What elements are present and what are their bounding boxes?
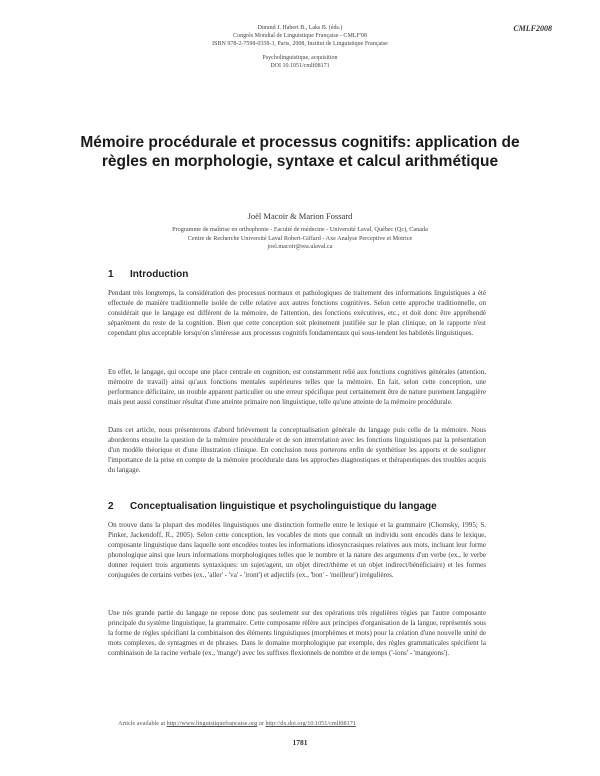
header-section-line: Psycholinguistique, acquisition [262,54,338,61]
section-number: 1 [108,269,114,280]
section-title: Conceptualisation linguistique et psycholinguistique du langage [130,501,437,512]
journal-website-link[interactable]: http://www.linguistiquefrancaise.org [166,720,258,727]
affiliation-line: Programme de maîtrise en orthophonie - Faculté de médecine - Université Laval, Québec (Qc), Canada [172,226,428,233]
section-heading-introduction [108,269,188,280]
conference-badge: CMLF2008 [513,24,552,33]
header-line: ISBN 978-2-7598-0358-3, Paris, 2008, Institut de Linguistique Française [212,41,388,48]
doi-link[interactable]: http://dx.doi.org/10.1051/cmlf08171 [265,720,356,727]
section-number: 2 [108,501,114,512]
body-paragraph: Dans cet article, nous présenterons d'abord brièvement la conceptualisation générale du langage puis celle de la mémoire. Nous aborderons ensuite la question de la mémoire procédurale et de son interrelation avec les fonctions linguistiques par la présentation d'un modèle théorique et d'une illustration clinique. En conclusion nous porterons enfin de synthétiser les apports et de souligner l'importance de la prise en compte de la mémoire procédurale dans les approches diagnostiques et thérapeutiques des troubles acquis du langage. [108,426,486,474]
journal-header [150,24,450,70]
footer-prefix: Article available at [118,720,166,727]
affiliation-line: Centre de Recherche Université Laval Robert-Giffard - Axe Analyse Perceptive et Motrice [187,234,413,242]
body-paragraph: En effet, le langage, qui occupe une place centrale en cognition, est constamment relié aux fonctions cognitives générales (attention, mémoire de travail) ainsi qu'aux fonctions mentales supérieures telles que la mémoire. En fait, selon cette conception, une performance déficitaire, un trouble apparent particulier ou une erreur spécifique peut certainement être de nature purement langagière mais peut aussi constituer résultat d'une atteinte primaire non linguistique, telle qu'une atteinte de la mémoire procédurale. [108,368,486,406]
header-line: Congrès Mondial de Linguistique Française - CMLF'08 [233,33,367,40]
author-email: joel.macoir@rea.ulaval.ca [267,243,333,251]
author-affiliation [100,226,500,252]
header-line: Durand J. Habert B., Laks B. (éds.) [257,25,343,31]
page-number: 1781 [292,738,308,747]
header-doi-line: DOI 10.1051/cmlf08171 [270,62,330,69]
body-paragraph: On trouve dans la plupart des modèles linguistiques une distinction formelle entre le lexique et la grammaire (Chomsky, 1995; S. Pinker, Jackendoff, R., 2005). Selon cette conception, les vocables de mots que connaît un individu sont encodés dans le lexique, composante linguistique dans laquelle sont encodées toutes les informations idiosyncrasiques relatives aux mots, incluant leur forme phonologique ainsi que leurs informations morphologiques telles que le nombre et la nature des arguments d'un verbe (ex., le verbe donner requiert trois arguments syntaxiques: un sujet/agent, un objet direct/thème et un objet indirect/bénéficiaire) et les formes conjuguées de certains verbes (ex., 'aller' - 'va' - 'iront') et adjectifs (ex., 'bon' - 'meilleur') irrégulières. [108,521,486,579]
section-heading-conceptualisation [108,501,437,512]
footer-or: or [257,720,266,727]
body-paragraph: Pendant très longtemps, la considération des processus normaux et pathologiques de traitement des informations linguistiques a été effectuée de manière traditionnelle isolée de celle relative aux autres fonctions cognitives. Selon cette approche traditionnelle, on considérait que le langage est différent de la mémoire, de l'attention, des fonctions exécutives, etc., et doit donc être appréhendé séparément du reste de la cognition. Bien que cette conception soit pleinement justifiée sur le plan clinique, on le rapporte n'est cependant plus acceptable lorsqu'on s'intéresse aux processus cognitifs fondamentaux qui sous-tendent les habiletés linguistiques. [108,289,486,337]
section-title: Introduction [130,269,189,280]
paper-authors: Joël Macoir & Marion Fossard [247,211,353,221]
article-footer [118,720,356,727]
paper-title: Mémoire procédurale et processus cognitifs: application de règles en morphologie, syntaxe et calcul arithmétique [80,134,520,170]
body-paragraph: Une très grande partie du langage ne repose donc pas seulement sur des opérations très régulières régies par l'autre composante principale du système linguistique, la grammaire. Cette composante réfère aux principes d'organisation de la langue, représentés sous la forme de règles spécifiant la combinaison des éléments linguistiques (morphèmes et mots) pour la création d'une nouvelle unité de mots complexes, de syntagmes et de phrases. Dans le domaine morphologique par exemple, des règles grammaticales spécifient la combinaison de la racine verbale (ex., 'mange') avec les suffixes flexionnels de nombre et de temps ('-ions' - 'mangeons'). [108,609,486,657]
